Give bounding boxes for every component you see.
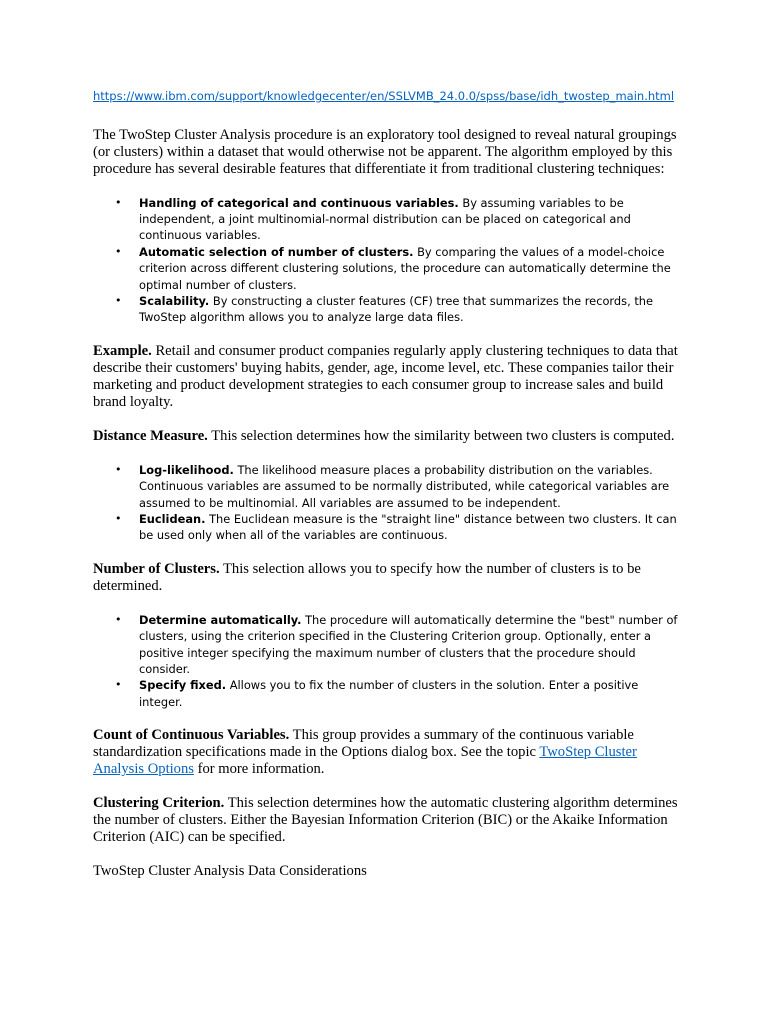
- bullet-icon: •: [115, 195, 122, 209]
- clustering-criterion-title: Clustering Criterion.: [93, 795, 225, 812]
- list-item: [93, 511, 679, 544]
- item-text: The likelihood measure places a probability distribution on the variables. Continuous variables are assumed to be normally distributed, while categorical variables are assumed to be multinomial. All variables are assumed to be independent.: [139, 462, 670, 510]
- clustering-criterion-paragraph: [93, 795, 679, 846]
- item-title: Specify fixed.: [139, 678, 227, 693]
- twostep-options-link[interactable]: TwoStep Cluster Analysis Options: [93, 744, 637, 778]
- bullet-icon: •: [115, 293, 122, 307]
- features-list: [93, 195, 679, 326]
- data-considerations-heading: TwoStep Cluster Analysis Data Considerations: [93, 863, 367, 880]
- item-title: Log-likelihood.: [139, 462, 234, 477]
- item-title: Determine automatically.: [139, 612, 302, 627]
- source-url-link[interactable]: https://www.ibm.com/support/knowledgecenter/en/SSLVMB_24.0.0/spss/base/idh_twostep_main.html: [93, 89, 675, 103]
- intro-paragraph: The TwoStep Cluster Analysis procedure is an exploratory tool designed to reveal natural groupings (or clusters) within a dataset that would otherwise not be apparent. The algorithm employed by this procedure has several desirable features that differentiate it from traditional clustering techniques:: [93, 126, 677, 177]
- clustering-criterion-text: This selection determines how the automatic clustering algorithm determines the number of clusters. Either the Bayesian Information Criterion (BIC) or the Akaike Information Criterion (AIC) can be specified.: [93, 795, 678, 846]
- distance-measure-list: [93, 462, 679, 544]
- bullet-icon: •: [115, 678, 122, 692]
- item-text: By constructing a cluster features (CF) tree that summarizes the records, the TwoStep algorithm allows you to analyze large data files.: [139, 293, 654, 325]
- item-text: Allows you to fix the number of clusters in the solution. Enter a positive integer.: [139, 678, 639, 709]
- example-paragraph: [93, 343, 679, 411]
- item-text: The Euclidean measure is the "straight line" distance between two clusters. It can be used only when all of the variables are continuous.: [139, 511, 677, 543]
- list-item: [93, 293, 679, 326]
- number-of-clusters-paragraph: [93, 561, 679, 595]
- count-continuous-title: Count of Continuous Variables.: [93, 727, 290, 744]
- list-item: [93, 244, 679, 293]
- distance-measure-title: Distance Measure.: [93, 427, 208, 444]
- item-text: The procedure will automatically determine the "best" number of clusters, using the criterion specified in the Clustering Criterion group. Optionally, enter a positive integer specifying the maximum number of clusters that the procedure should consider.: [139, 612, 678, 676]
- bullet-icon: •: [115, 462, 122, 476]
- list-item: [93, 462, 679, 511]
- item-title: Automatic selection of number of clusters.: [139, 244, 414, 259]
- item-title: Euclidean.: [139, 511, 206, 526]
- list-item: [93, 677, 679, 710]
- count-continuous-text-after: for more information.: [197, 761, 325, 778]
- list-item: [93, 195, 679, 244]
- distance-measure-text: This selection determines how the similarity between two clusters is computed.: [211, 427, 675, 444]
- item-text: By comparing the values of a model-choice criterion across different clustering solutions, the procedure can automatically determine the optimal number of clusters.: [139, 244, 671, 292]
- bullet-icon: •: [115, 511, 122, 525]
- number-of-clusters-text: This selection allows you to specify how the number of clusters is to be determined.: [93, 560, 641, 594]
- number-of-clusters-title: Number of Clusters.: [93, 560, 220, 577]
- item-title: Scalability.: [139, 293, 210, 308]
- bullet-icon: •: [115, 612, 122, 626]
- count-continuous-text: This group provides a summary of the continuous variable standardization specifications made in the Options dialog box. See the topic: [93, 727, 634, 761]
- number-of-clusters-list: [93, 612, 679, 710]
- example-title: Example.: [93, 342, 152, 359]
- item-title: Handling of categorical and continuous variables.: [139, 195, 459, 210]
- distance-measure-paragraph: [93, 428, 679, 445]
- list-item: [93, 612, 679, 678]
- bullet-icon: •: [115, 244, 122, 258]
- document-body: [93, 88, 679, 897]
- count-continuous-paragraph: [93, 727, 679, 778]
- example-text: Retail and consumer product companies regularly apply clustering techniques to data that describe their customers' buying habits, gender, age, income level, etc. These companies tailor their marketing and product development strategies to each consumer group to increase sales and build brand loyalty.: [93, 342, 678, 410]
- item-text: By assuming variables to be independent, a joint multinomial-normal distribution can be placed on categorical and continuous variables.: [139, 195, 631, 243]
